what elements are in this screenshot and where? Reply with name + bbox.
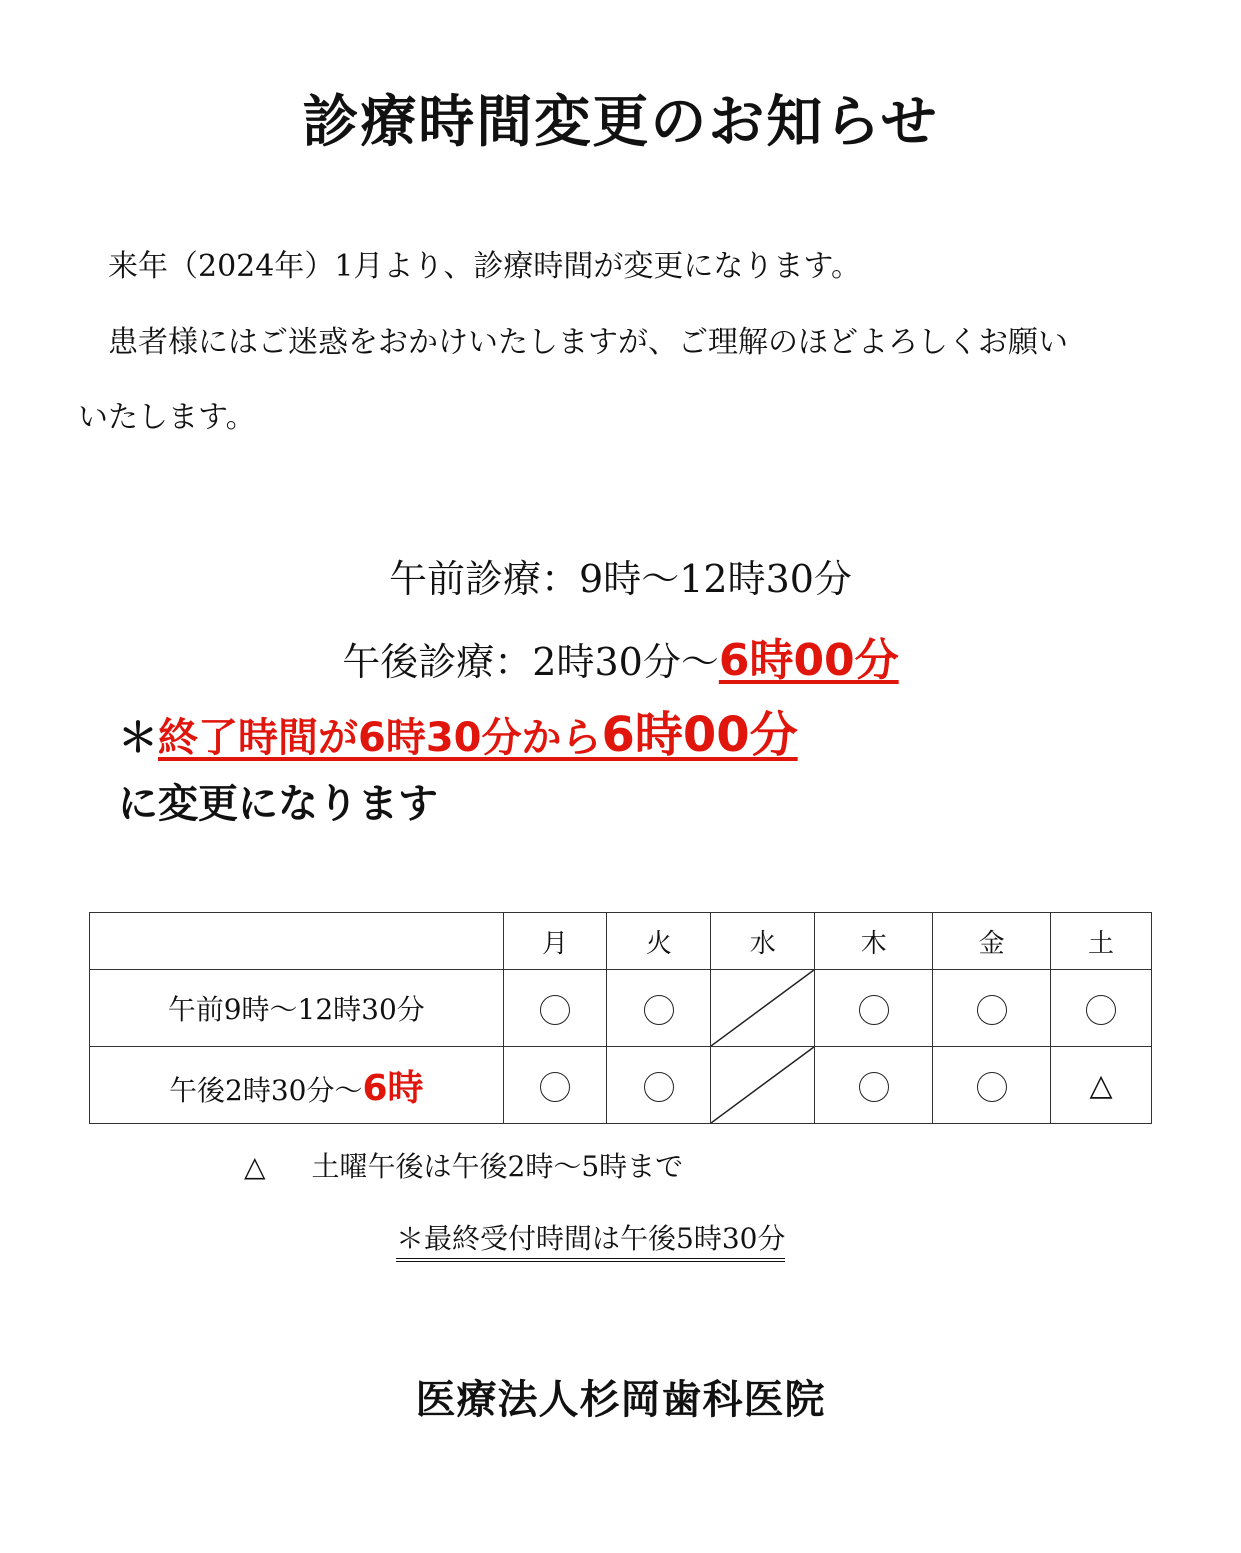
afternoon-hours-prefix: 午後診療：2時30分～ bbox=[342, 640, 719, 684]
last-reception-note: ＊最終受付時間は午後5時30分 bbox=[396, 1222, 785, 1262]
open-mark bbox=[540, 1072, 570, 1102]
schedule-corner-cell bbox=[90, 913, 504, 970]
intro-line-1: 来年（2024年）1月より、診療時間が変更になります。 bbox=[108, 249, 862, 284]
schedule-cell bbox=[815, 970, 933, 1047]
morning-hours: 午前診療：9時～12時30分 bbox=[389, 557, 852, 601]
footnote-text: 土曜午後は午後2時～5時まで bbox=[311, 1150, 684, 1183]
intro-line-2: 患者様にはご迷惑をおかけいたしますが、ご理解のほどよろしくお願い bbox=[108, 325, 1068, 360]
open-mark bbox=[859, 1072, 889, 1102]
open-mark bbox=[644, 995, 674, 1025]
footnote-symbol: △ bbox=[244, 1150, 266, 1183]
partial-mark: △ bbox=[1089, 1067, 1113, 1103]
schedule-cell bbox=[607, 1047, 711, 1124]
open-mark bbox=[977, 1072, 1007, 1102]
row-label-text: 午後2時30分～ bbox=[169, 1073, 363, 1107]
open-mark bbox=[859, 995, 889, 1025]
schedule-cell bbox=[933, 970, 1051, 1047]
schedule-row-morning bbox=[90, 970, 1152, 1047]
change-note-line-2: に変更になります bbox=[118, 781, 438, 827]
clinic-name: 医療法人杉岡歯科医院 bbox=[415, 1376, 826, 1423]
intro-line-3: いたします。 bbox=[78, 400, 256, 435]
row-label-text: 午前9時～12時30分 bbox=[167, 993, 425, 1026]
schedule-cell bbox=[503, 970, 607, 1047]
change-note-asterisk: ＊ bbox=[118, 715, 158, 761]
open-mark bbox=[644, 1072, 674, 1102]
row-label bbox=[90, 1047, 504, 1124]
closed-slash bbox=[711, 970, 814, 1046]
closed-cell bbox=[711, 1047, 815, 1124]
day-header: 月 bbox=[503, 913, 607, 970]
day-header: 水 bbox=[711, 913, 815, 970]
row-label bbox=[90, 970, 504, 1047]
open-mark bbox=[977, 995, 1007, 1025]
schedule-cell bbox=[1051, 1047, 1152, 1124]
change-note-text bbox=[158, 707, 798, 763]
schedule-cell bbox=[815, 1047, 933, 1124]
schedule-table bbox=[89, 912, 1152, 1124]
closed-cell bbox=[711, 970, 815, 1047]
afternoon-new-end-time: 6時00分 bbox=[718, 635, 899, 686]
open-mark bbox=[1086, 995, 1116, 1025]
schedule-cell bbox=[933, 1047, 1051, 1124]
saturday-footnote bbox=[244, 1145, 683, 1185]
afternoon-hours bbox=[0, 624, 1241, 688]
day-header: 土 bbox=[1051, 913, 1152, 970]
change-note-body: 終了時間が6時30分から bbox=[158, 715, 602, 761]
open-mark bbox=[540, 995, 570, 1025]
schedule-cell bbox=[1051, 970, 1152, 1047]
schedule-cell bbox=[607, 970, 711, 1047]
change-note-new-end: 6時00分 bbox=[601, 707, 798, 763]
schedule-header-row bbox=[90, 913, 1152, 970]
schedule-cell bbox=[503, 1047, 607, 1124]
closed-slash bbox=[711, 1047, 814, 1123]
schedule-row-afternoon bbox=[90, 1047, 1152, 1124]
change-note-line-1 bbox=[118, 696, 798, 765]
day-header: 木 bbox=[815, 913, 933, 970]
row-label-red-end: 6時 bbox=[362, 1067, 424, 1109]
day-header: 火 bbox=[607, 913, 711, 970]
day-header: 金 bbox=[933, 913, 1051, 970]
notice-title: 診療時間変更のお知らせ bbox=[302, 89, 939, 155]
